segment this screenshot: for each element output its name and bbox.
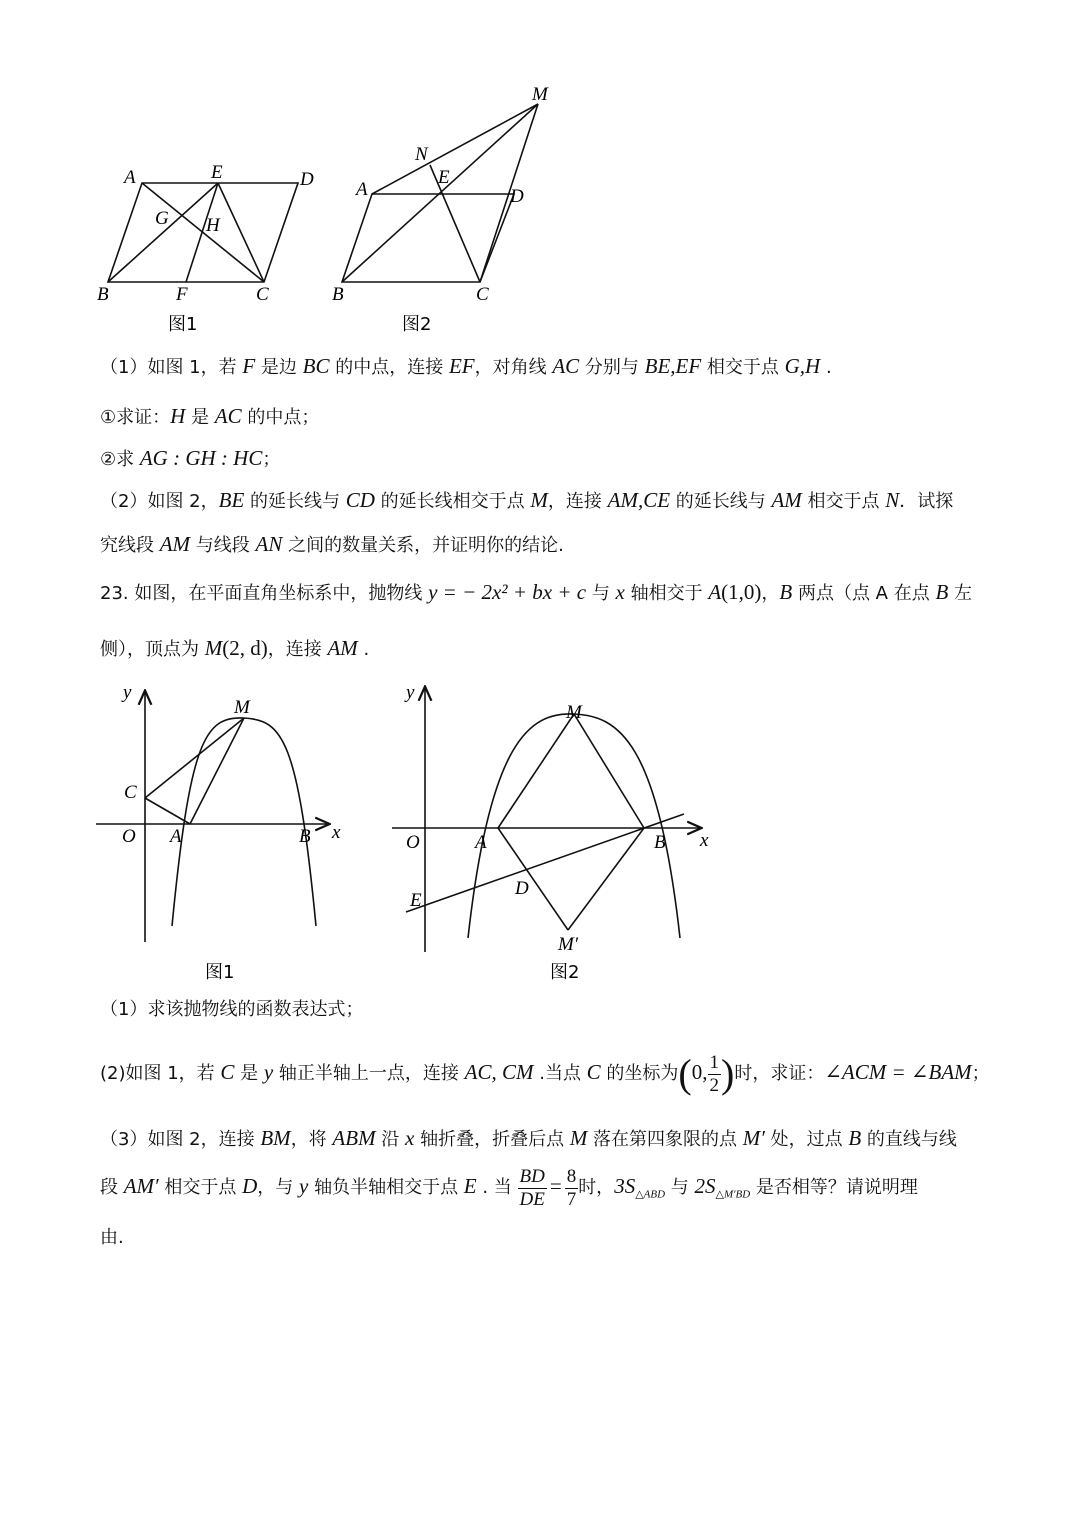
q23-fig2-label-a: A [475,832,487,853]
q23-fig2-label-e: E [410,890,422,911]
fig2-caption: 图2 [402,314,432,335]
q23-part3c: 由. [100,1227,124,1248]
q23-fig1-cm [145,718,244,798]
q23-fig2-label-y: y [406,682,415,703]
fig1-label-h: H [206,215,220,236]
fig2-label-m: M [532,84,548,105]
q23-fig1-label-b: B [299,826,311,847]
fig1-ac [142,183,264,282]
q23-figures [0,680,1080,985]
q22-figures [0,0,1080,345]
q23-fig2-am-prime [498,828,568,930]
fraction-bd-de: $\frac{BD}{DE}$ [519,1165,545,1210]
fraction-half: $\frac{1}{2}$ [709,1051,719,1096]
q22-part1: （1）如图 1，若 F 是边 BC 的中点，连接 EF，对角线 AC 分别与 BE,EF 相交于点 G,H . [100,354,832,378]
fig1-label-e: E [211,162,223,183]
q22-part1b: ②求 AG : GH : HC； [100,446,281,470]
fig2-label-b: B [332,284,344,305]
q23-part1: （1）求该抛物线的函数表达式； [100,999,364,1020]
q23-part3b: 段 AM′ 相交于点 D，与 y 轴负半轴相交于点 E . 当 $\frac{BD}{DE}$ = $\frac{8}{7}$ 时，$3S_{\triangle ABD}$ 与 $2S_{\triangle M'BD}$ 是否相等？请说明理 [100,1165,918,1210]
fig1-label-b: B [97,284,109,305]
q23-fig1-label-y: y [123,682,132,703]
q22-part1a: ①求证：H 是 AC 的中点； [100,404,320,428]
q23-fig1-label-o: O [122,826,136,847]
q23-intro-1: 23. 如图，在平面直角坐标系中，抛物线 y = − 2x² + bx + c 与 x 轴相交于 A(1,0)，B 两点（点 A 在点 B 左 [100,580,972,604]
q23-fig2-label-b: B [654,832,666,853]
q23-fig1-caption: 图1 [205,962,235,983]
q23-fig1-label-a: A [170,826,182,847]
q23-fig2-bm [574,714,644,828]
q22-part2b: 究线段 AM 与线段 AN 之间的数量关系，并证明你的结论. [100,532,564,556]
q23-fig1-label-x: x [332,822,341,843]
q23-fig2-label-x: x [700,830,709,851]
q23-fig2-am [498,714,574,828]
q23-fig2-label-o: O [406,832,420,853]
q23-fig1-parabola [172,718,316,926]
fig2-label-a: A [356,179,368,200]
fig2-label-c: C [476,284,489,305]
fig1-label-f: F [176,284,188,305]
paren-left: ( [678,1051,692,1096]
q22-part2a: （2）如图 2，BE 的延长线与 CD 的延长线相交于点 M，连接 AM,CE 的延长线与 AM 相交于点 N．试探 [100,488,954,512]
q23-fig1-ca [145,798,190,824]
fig2-parallelogram [342,194,514,282]
q23-fig2-caption: 图2 [550,962,580,983]
q23-fig2-label-mp: M′ [558,934,578,955]
q23-fig1-label-m: M [234,697,250,718]
fig1-caption: 图1 [168,314,198,335]
q23-fig2-label-d: D [515,878,529,899]
fig2-label-n: N [415,144,428,165]
fig2-label-e: E [438,167,450,188]
q23-fig1-am [190,718,244,824]
q23-part3a: （3）如图 2，连接 BM，将 ABM 沿 x 轴折叠，折叠后点 M 落在第四象限的点 M′ 处，过点 B 的直线与线 [100,1126,957,1150]
paren-right: ) [721,1051,735,1096]
fraction-8-7: $\frac{8}{7}$ [566,1165,577,1210]
fig2-label-d: D [510,186,524,207]
q23-intro-2: 侧），顶点为 M(2, d)，连接 AM . [100,636,370,660]
fig1-label-c: C [256,284,269,305]
fig1-label-a: A [124,167,136,188]
fig1-label-g: G [155,208,169,229]
q23-fig1-label-c: C [124,782,137,803]
fig1-label-d: D [300,169,314,190]
q23-fig2-label-m: M [566,702,582,723]
fig1-ec [218,183,264,282]
q23-fig2-bm-prime [568,828,644,930]
q23-part2: (2)如图 1，若 C 是 y 轴正半轴上一点，连接 AC, CM .当点 C 的坐标为(0, $\frac{1}{2}$ )时，求证：∠ACM = ∠BAM； [100,1051,990,1096]
